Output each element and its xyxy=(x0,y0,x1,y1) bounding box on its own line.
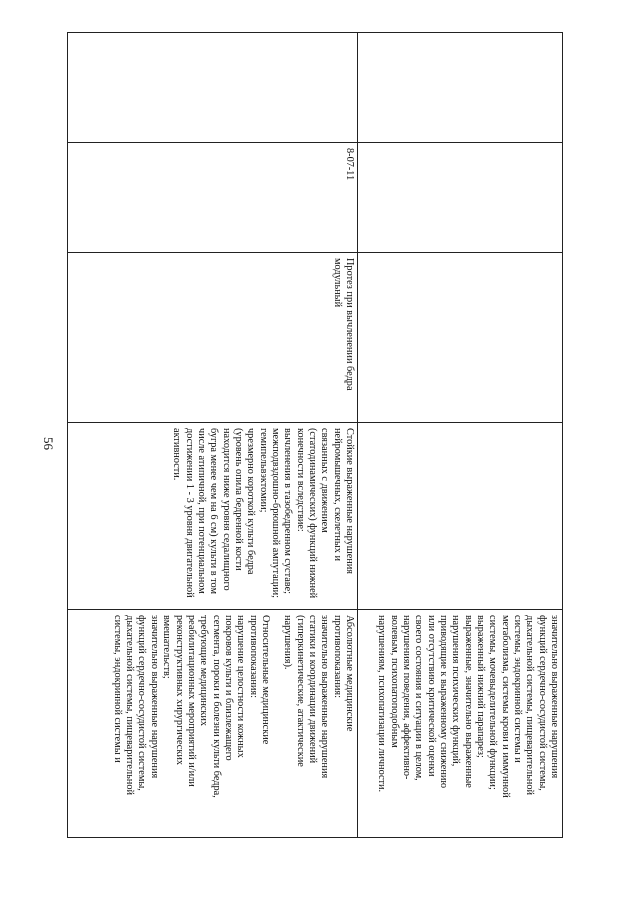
cell-empty xyxy=(358,143,563,253)
cell-empty xyxy=(358,33,563,143)
table-row-continuation xyxy=(358,33,563,838)
cell-code xyxy=(68,143,358,253)
cell-empty xyxy=(68,33,358,143)
cell-name xyxy=(68,253,358,423)
contraindications-text: значительно выраженные нарушения функций сердечно-сосудистой системы, дыхательной системы, пищеварительной системы, эндокринной системы и метаболизма, системы крови и иммунной системы, мочевыделительной функции; выраженный нижний парапарез; выраженные, значительно выраженные нарушения психических функций, приводящие к выраженному снижению или отсутствию критической оценки своего состояния и ситуации в целом, нарушениям поведения, аффективно- волевым, психопатоподобным нарушениям, психопатизации личности. xyxy=(376,615,560,798)
rotated-page-content xyxy=(68,32,563,837)
indications-text: Стойкие выраженные нарушения нейромышечных, скелетных и связанных с движением (статодинамических) функций нижней конечности вследствие: вычленения в тазобедренном суставе; межподвздошно-брюшной ампутации; гемипельвэктомии; чрезмерно короткой культи бедра (уровень опила бедренной кости находится ниже уровня седалищного бугра менее чем на 6 см) культи в том числе атипичной, при потенциальном достижении 1 - 3 уровня двигательной активности. xyxy=(171,428,355,599)
cell-contraindications-continued xyxy=(358,610,563,838)
item-name: Протез при вычленении бедра модульный xyxy=(331,258,355,391)
page-number: 56 xyxy=(41,437,56,450)
contraindications-relative: Относительные медицинские противопоказания: нарушение целостности кожных покровов культи и близлежащего сегмента, пороки и болезни культи бедра, требующие медицинских реабилитационных мероприятий и/или реконструктивных хирургических вмешательств; значительно выраженные нарушения функций сердечно-сосудистой системы, дыхательной системы, пищеварительной системы, эндокринной системы и xyxy=(111,615,271,798)
cell-indications xyxy=(68,423,358,610)
contraindications-absolute: Абсолютные медицинские противопоказания: значительно выраженные нарушения статики и координации движений (гиперкинетические, атактические нарушения). xyxy=(282,615,355,779)
table-row-item xyxy=(68,33,358,838)
paragraph-gap xyxy=(271,615,281,833)
document-table xyxy=(67,32,563,838)
cell-empty xyxy=(358,423,563,610)
item-code: 8-07-11 xyxy=(344,148,355,181)
cell-contraindications xyxy=(68,610,358,838)
cell-empty xyxy=(358,253,563,423)
